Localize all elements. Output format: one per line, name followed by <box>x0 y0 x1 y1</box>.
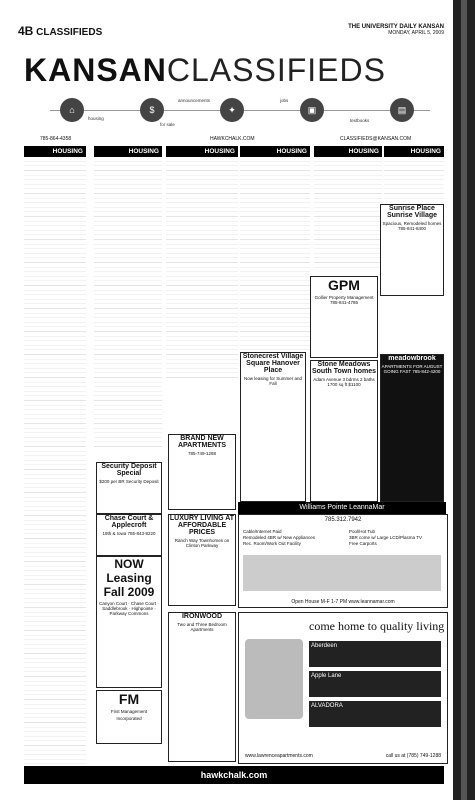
ad-text: Now leasing for Summer and Fall <box>243 376 303 386</box>
ad-title: GPM <box>328 277 360 293</box>
icon-label-housing: housing <box>88 116 104 121</box>
gpm-ad <box>310 276 378 358</box>
quality-call: call us at (785) 749-1288 <box>385 753 441 759</box>
listing-text <box>240 157 310 351</box>
quality-living-ad <box>238 612 448 764</box>
ad-title: Security Deposit Special <box>101 463 157 477</box>
first-management-ad <box>96 690 162 744</box>
townhome-photo <box>243 555 441 591</box>
williams-pointe-ad <box>238 514 448 608</box>
section-name: CLASSIFIEDS <box>36 27 103 38</box>
icon-label-textbooks: textbooks <box>350 118 370 123</box>
ad-text: Spacious, Remodeled homes 785-841-8400 <box>382 221 442 231</box>
amenity: 3BR come w/ Large LCD/Plasma TV <box>349 535 422 540</box>
page-number: 4B <box>18 24 34 38</box>
option-alvadora: ALVADORA <box>309 701 441 727</box>
masthead <box>24 54 444 86</box>
fm-logo: FM <box>118 691 140 707</box>
ad-title: Stonecrest Village Square Hanover Place <box>242 353 304 374</box>
page-folio <box>18 24 102 38</box>
ad-text: $200 per BR Security Deposit <box>99 479 159 484</box>
listing-text <box>94 157 162 451</box>
ad-phone: 785.312.7942 <box>324 517 362 523</box>
icon-label-jobs: jobs <box>280 98 289 103</box>
open-house-text: Open House M-F 1-7 PM www.leannamar.com <box>291 599 395 605</box>
footer-banner <box>24 766 444 784</box>
contact-phone: 785-864-4358 <box>40 136 72 142</box>
edge-strip <box>461 0 467 800</box>
masthead-kansan: KANSAN <box>24 52 167 88</box>
column-1 <box>24 146 86 746</box>
ad-text: Adam Avenue 3 bdrms 2 baths 1700 sq ft $1100 <box>313 377 375 387</box>
ad-title: BRAND NEW APARTMENTS <box>177 435 227 449</box>
amenities-right <box>349 529 422 547</box>
ad-title: meadowbrook <box>388 355 436 362</box>
amenity: Cable/Internet Paid <box>243 529 282 534</box>
next-page-edge <box>453 0 475 800</box>
williams-pointe-banner <box>238 502 446 514</box>
sale-tag-icon: $ <box>140 98 164 122</box>
ad-text: 19th & Iowa 785-843-8220 <box>102 531 156 536</box>
amenity: Rec. Room/Work Out Facility <box>243 541 301 546</box>
briefcase-icon: ▣ <box>300 98 324 122</box>
ad-text: APARTMENTS FOR AUGUST GOING FAST 785-842-4200 <box>381 364 443 374</box>
ad-title: LUXURY LIVING AT AFFORDABLE PRICES <box>169 515 235 536</box>
security-deposit-ad <box>96 462 162 514</box>
ad-text: Incorporated <box>116 716 142 721</box>
ad-title: First Management <box>110 709 148 714</box>
amenity: Remodeled 4BR w/ New Appliances <box>243 535 316 540</box>
column-header: HOUSING <box>240 146 310 157</box>
column-header: HOUSING <box>384 146 444 157</box>
icon-label-for-sale: for sale <box>160 122 175 127</box>
option-aberdeen: Aberdeen <box>309 641 441 667</box>
ad-text: Canyon Court · Chase Court · Saddlebrook · Highpointe · Parkway Commons <box>99 601 159 616</box>
column-header: HOUSING <box>166 146 238 157</box>
classifieds-page <box>10 14 448 794</box>
listing-text <box>314 157 382 271</box>
ad-text: Ranch Way Townhomes on Clinton Parkway <box>174 538 230 548</box>
contact-email: CLASSIFIEDS@KANSAN.COM <box>340 136 412 142</box>
ad-text: 785-749-1288 <box>187 451 217 456</box>
now-leasing-ad <box>96 556 162 688</box>
luxury-living-ad <box>168 514 236 606</box>
sunrise-place-ad <box>380 204 444 296</box>
column-header: HOUSING <box>94 146 162 157</box>
meadowbrook-ad <box>380 354 444 502</box>
ad-title: Sunrise Place Sunrise Village <box>386 205 438 219</box>
brand-new-apartments-ad <box>168 434 236 510</box>
ad-title: Stone Meadows South Town homes <box>311 361 377 375</box>
ad-title: Chase Court & Applecroft <box>104 515 154 529</box>
megaphone-icon: ✦ <box>220 98 244 122</box>
dog-photo <box>245 639 303 719</box>
quality-site: www.lawrenceapartments.com <box>245 753 313 759</box>
amenity: Free Carports <box>349 541 377 546</box>
stone-meadows-ad <box>310 360 378 502</box>
option-apple-lane: Apple Lane <box>309 671 441 697</box>
stonecrest-ad <box>240 352 306 502</box>
book-icon: ▤ <box>390 98 414 122</box>
newspaper-name <box>348 24 444 36</box>
ad-text: Gollier Property Management 785-841-4785 <box>314 295 374 305</box>
ad-text: Two and Three Bedroom Apartments <box>177 622 227 632</box>
listing-text <box>166 157 238 381</box>
amenities-left <box>243 529 315 547</box>
ad-title: come home to quality living <box>309 619 445 633</box>
category-icons <box>50 96 430 128</box>
listing-text <box>384 157 444 201</box>
house-icon: ⌂ <box>60 98 84 122</box>
paper-date: MONDAY, APRIL 5, 2009 <box>388 30 444 36</box>
listing-text <box>24 157 86 781</box>
footer-text: hawkchalk.com <box>200 770 268 780</box>
banner-title: Williams Pointe LeannaMar <box>299 504 385 511</box>
ad-title: NOW Leasing Fall 2009 <box>103 557 155 599</box>
ad-title: IRONWOOD <box>181 613 223 620</box>
column-header: HOUSING <box>314 146 382 157</box>
masthead-classifieds: CLASSIFIEDS <box>166 52 386 88</box>
icon-label-announcements: announcements <box>178 98 211 103</box>
column-header: HOUSING <box>24 146 86 157</box>
contact-site: HAWKCHALK.COM <box>210 136 255 142</box>
ironwood-ad <box>168 612 236 762</box>
amenity: Pool/Hot Tub <box>349 529 376 534</box>
paper-title: THE UNIVERSITY DAILY KANSAN <box>348 24 444 30</box>
chase-court-ad <box>96 514 162 556</box>
